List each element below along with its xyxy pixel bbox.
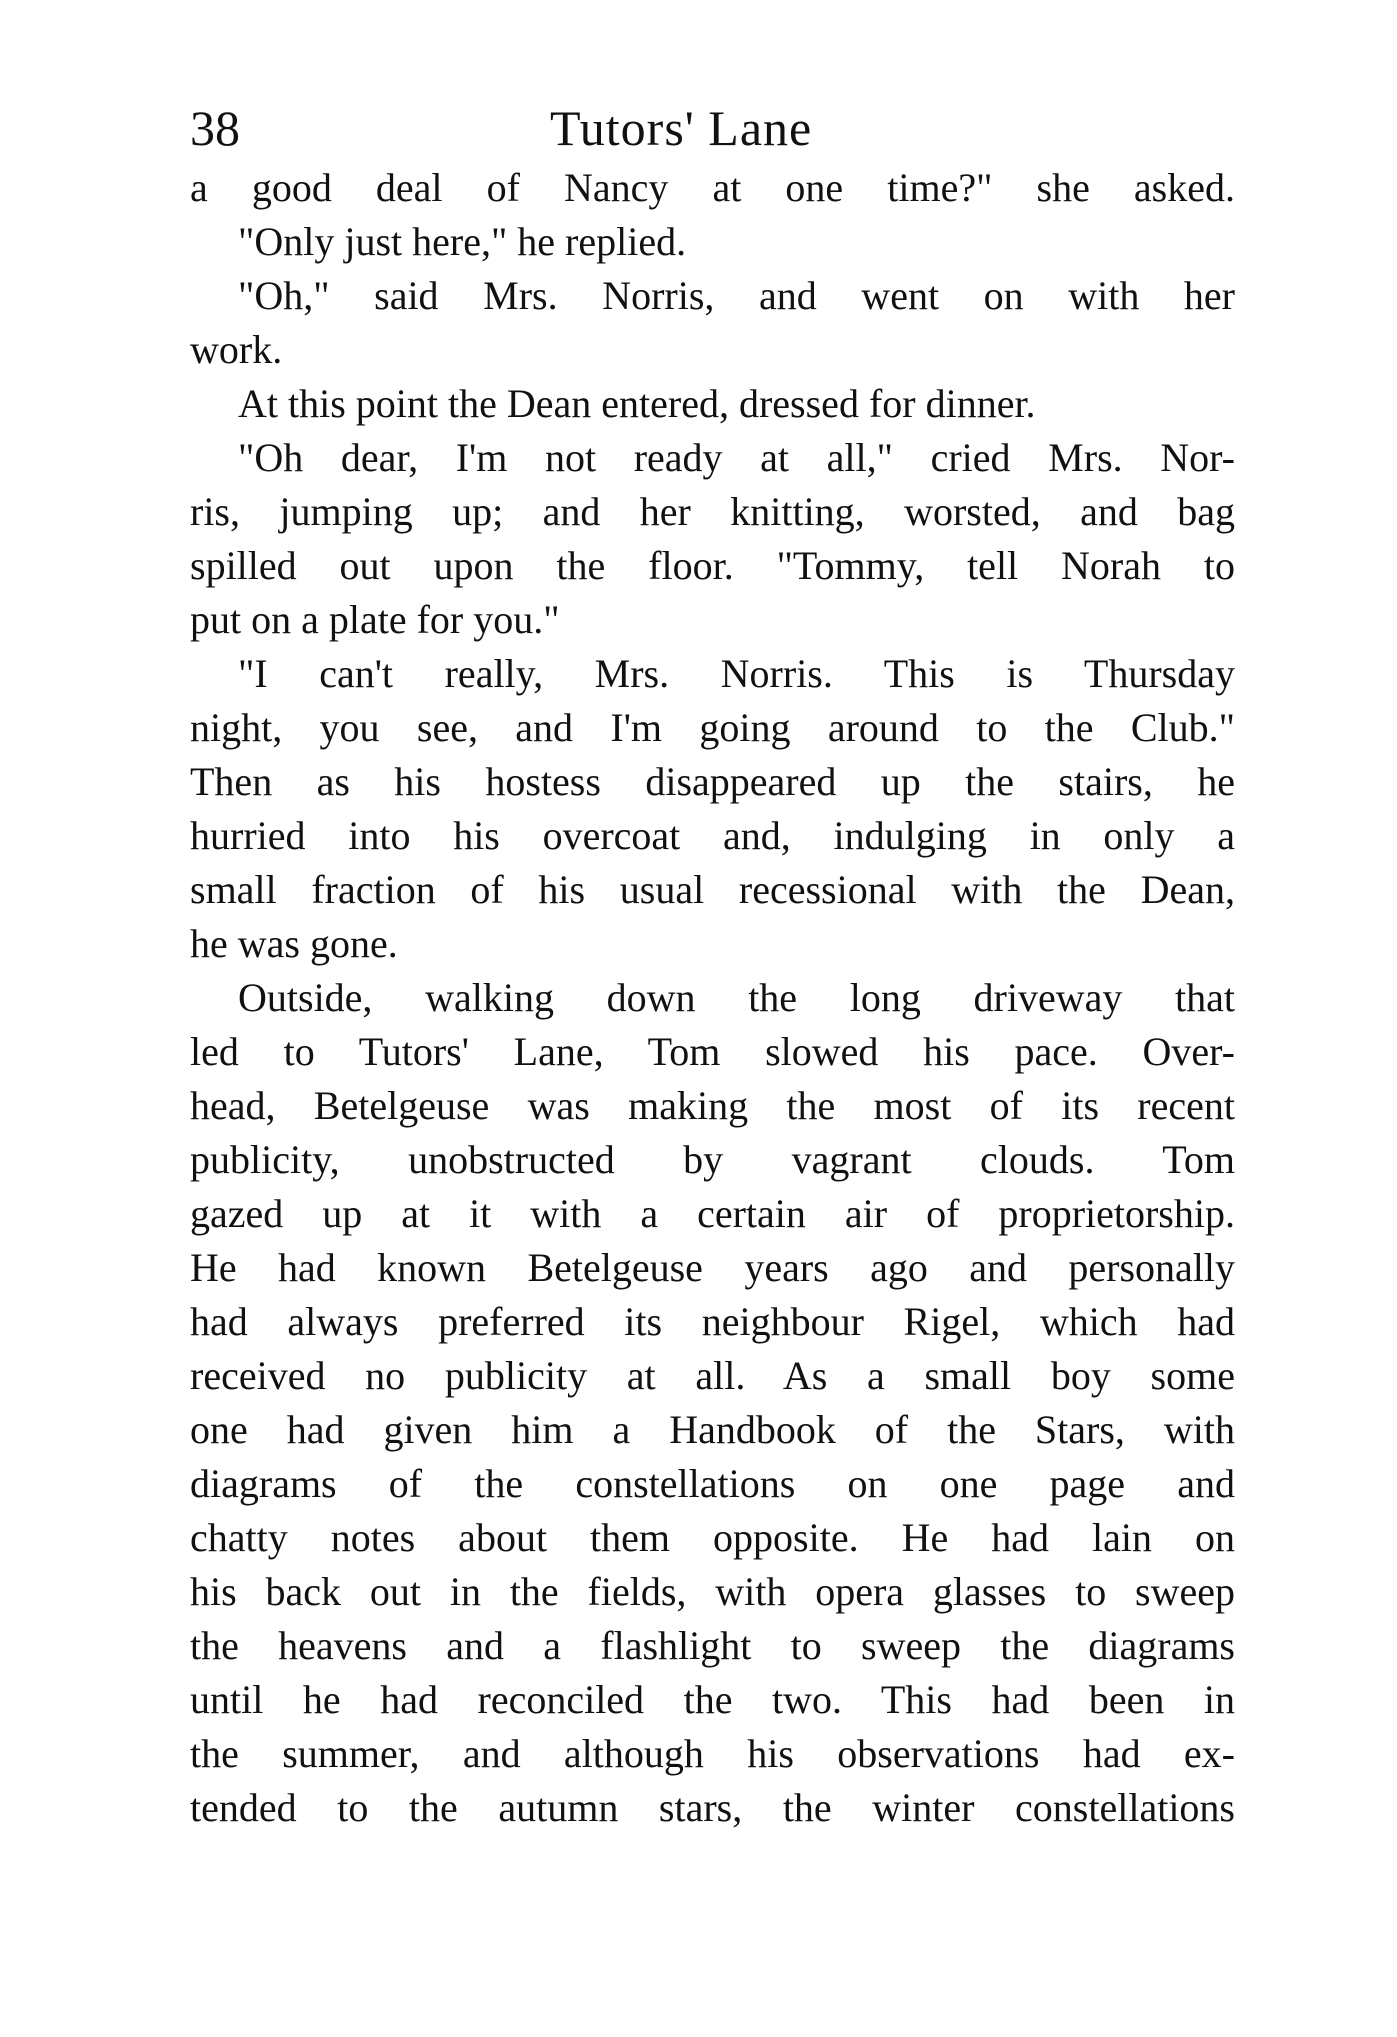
text-line: "Oh dear, I'm not ready at all," cried Mrs. Nor-	[238, 435, 1235, 480]
text-line: put on a plate for you."	[190, 597, 560, 642]
text-line: until he had reconciled the two. This had been in	[190, 1677, 1235, 1722]
text-line: the summer, and although his observations had ex-	[190, 1731, 1235, 1776]
running-title: Tutors' Lane	[550, 100, 813, 156]
text-line: At this point the Dean entered, dressed for dinner.	[238, 381, 1036, 426]
text-line: had always preferred its neighbour Rigel, which had	[190, 1299, 1235, 1344]
text-line: his back out in the fields, with opera glasses to sweep	[190, 1569, 1235, 1614]
text-line: led to Tutors' Lane, Tom slowed his pace. Over-	[190, 1029, 1235, 1074]
text-line: night, you see, and I'm going around to the Club."	[190, 705, 1235, 750]
text-line: a good deal of Nancy at one time?" she asked.	[190, 165, 1235, 210]
text-line: "Oh," said Mrs. Norris, and went on with her	[238, 273, 1235, 318]
page-header	[190, 96, 1235, 160]
page-number: 38	[190, 100, 240, 156]
text-line: chatty notes about them opposite. He had lain on	[190, 1515, 1235, 1560]
text-line: Outside, walking down the long driveway that	[238, 975, 1235, 1020]
text-line: hurried into his overcoat and, indulging in only a	[190, 813, 1235, 858]
text-line: received no publicity at all. As a small boy some	[190, 1353, 1235, 1398]
text-line: the heavens and a flashlight to sweep the diagrams	[190, 1623, 1235, 1668]
text-line: head, Betelgeuse was making the most of its recent	[190, 1083, 1235, 1128]
text-line: gazed up at it with a certain air of proprietorship.	[190, 1191, 1235, 1236]
text-line: tended to the autumn stars, the winter constellations	[190, 1785, 1235, 1830]
text-line: ris, jumping up; and her knitting, worsted, and bag	[190, 489, 1235, 534]
text-line: one had given him a Handbook of the Stars, with	[190, 1407, 1235, 1452]
text-line: diagrams of the constellations on one page and	[190, 1461, 1235, 1506]
body-text	[190, 161, 1235, 1835]
text-line: "I can't really, Mrs. Norris. This is Thursday	[238, 651, 1235, 696]
text-line: small fraction of his usual recessional with the Dean,	[190, 867, 1235, 912]
text-line: spilled out upon the floor. "Tommy, tell Norah to	[190, 543, 1235, 588]
text-line: He had known Betelgeuse years ago and personally	[190, 1245, 1235, 1290]
text-line: publicity, unobstructed by vagrant clouds. Tom	[190, 1137, 1235, 1182]
text-line: Then as his hostess disappeared up the stairs, he	[190, 759, 1235, 804]
text-line: "Only just here," he replied.	[238, 219, 687, 264]
text-line: work.	[190, 327, 283, 372]
text-line: he was gone.	[190, 921, 398, 966]
